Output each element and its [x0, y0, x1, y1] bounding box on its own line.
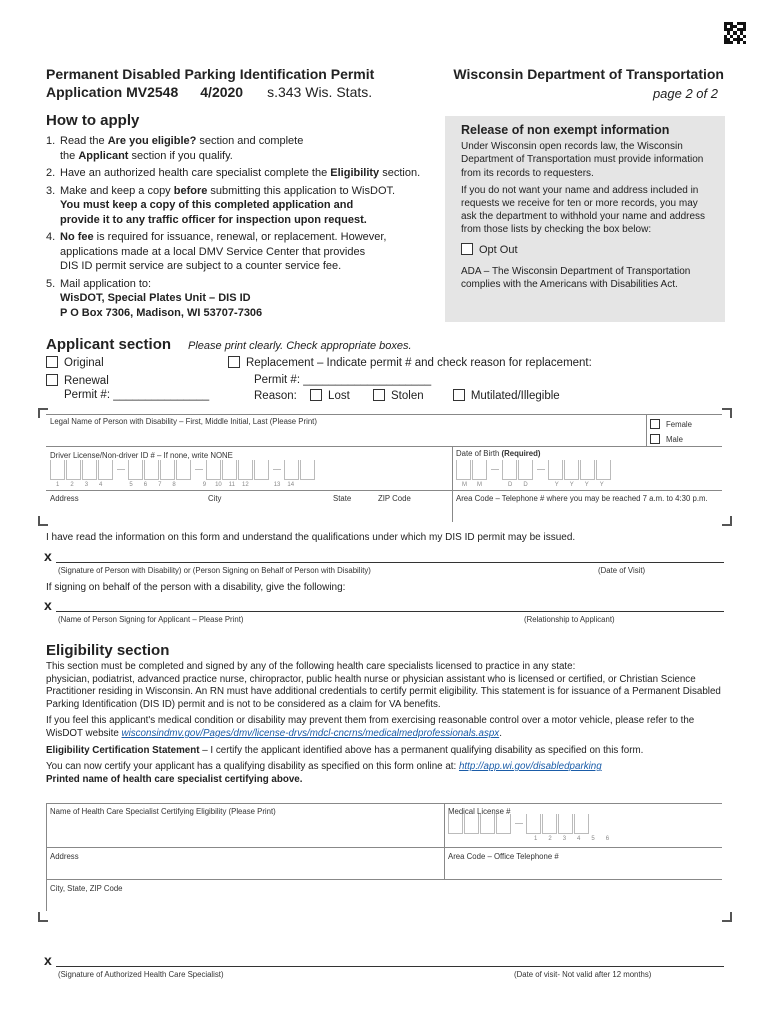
replacement-permit-field[interactable]: Permit #: ____________________: [254, 374, 432, 386]
form-number: [46, 84, 372, 100]
form-corner: [38, 912, 48, 922]
digit-box[interactable]: [82, 460, 97, 480]
digit-number: 13: [273, 482, 281, 488]
digit-letter: M: [477, 482, 482, 488]
digit-box[interactable]: [596, 460, 611, 480]
female-label: Female: [666, 420, 692, 429]
digit-box[interactable]: [548, 460, 563, 480]
digit-box[interactable]: [564, 460, 579, 480]
grid-line: [46, 414, 722, 415]
digit-box[interactable]: [176, 460, 191, 480]
how-to-apply-steps: [46, 134, 441, 323]
step-1: [46, 134, 441, 163]
step-number: 1.: [46, 135, 56, 147]
opt-out-row: [461, 243, 709, 257]
step-number: 4.: [46, 231, 56, 243]
digit-box[interactable]: [448, 814, 463, 834]
dash: [273, 469, 281, 470]
digit-box[interactable]: [160, 460, 175, 480]
eligibility-heading: Eligibility section: [46, 642, 170, 659]
lost-checkbox[interactable]: [310, 389, 322, 401]
step-2: [46, 166, 441, 181]
replacement-option: [228, 356, 592, 369]
replacement-label: Replacement – Indicate permit # and check reason for replacement:: [246, 357, 592, 369]
digit-number: 9: [202, 482, 207, 488]
step-text: DIS ID permit service are subject to a counter service fee.: [60, 260, 342, 272]
digit-letter: M: [462, 482, 467, 488]
digit-box[interactable]: [558, 814, 573, 834]
dl-digit-numbers: [56, 482, 356, 488]
behalf-name-label: (Name of Person Signing for Applicant – Please Print): [58, 615, 244, 624]
digit-number: 6: [143, 482, 148, 488]
hcs-city-label: City, State, ZIP Code: [50, 884, 123, 893]
phone-label: Area Code – Telephone # where you may be reached 7 a.m. to 4:30 p.m.: [456, 494, 708, 503]
driver-license-digits[interactable]: [50, 460, 316, 483]
digit-number: 4: [577, 836, 581, 842]
digit-box[interactable]: [206, 460, 221, 480]
digit-letter: Y: [554, 482, 559, 488]
license-digit-numbers: [534, 836, 609, 842]
digit-letter: Y: [584, 482, 589, 488]
digit-box[interactable]: [480, 814, 495, 834]
digit-box[interactable]: [526, 814, 541, 834]
digit-number: 6: [605, 836, 610, 842]
digit-number: 1: [534, 836, 538, 842]
reason-label: Reason:: [254, 390, 297, 402]
digit-number: 3: [562, 836, 567, 842]
behalf-x: x: [44, 597, 52, 613]
hcs-date-label: (Date of visit- Not valid after 12 months): [514, 970, 652, 979]
grid-line: [444, 803, 445, 879]
digit-number: 5: [591, 836, 595, 842]
behalf-relationship-label: (Relationship to Applicant): [524, 615, 615, 624]
digit-number: 8: [172, 482, 176, 488]
dash: [195, 469, 203, 470]
digit-box[interactable]: [574, 814, 589, 834]
digit-box[interactable]: [98, 460, 113, 480]
original-option: [46, 356, 104, 369]
certification-statement: [46, 745, 726, 758]
male-label: Male: [666, 435, 683, 444]
digit-box[interactable]: [128, 460, 143, 480]
online-certify-link[interactable]: http://app.wi.gov/disabledparking: [458, 761, 602, 773]
grid-line: [452, 446, 453, 490]
male-option: [650, 434, 683, 444]
step-bold: No fee: [60, 231, 94, 243]
step-number: 2.: [46, 167, 56, 179]
form-corner: [38, 516, 48, 526]
stolen-label: Stolen: [391, 390, 424, 402]
eligibility-text: [46, 661, 726, 786]
step-text: submitting this application to WisDOT.: [207, 184, 396, 197]
grid-line: [46, 879, 722, 880]
female-checkbox[interactable]: [650, 419, 660, 429]
digit-box[interactable]: [222, 460, 237, 480]
online-certify-text: You can now certify your applicant has a qualifying disability as specified on this form online at:: [46, 761, 459, 773]
form-corner: [38, 408, 48, 418]
form-date: 4/2020: [200, 84, 244, 100]
dob-digit-letters: [462, 482, 662, 488]
digit-number: 2: [548, 836, 552, 842]
wisdmv-link[interactable]: wisconsindmv.gov/Pages/dmv/license-drvs/mdcl-cncrns/medicalmedprofessionals.aspx: [121, 727, 500, 739]
step-bold: P O Box 7306, Madison, WI 53707-7306: [60, 306, 263, 319]
step-text: Have an authorized health care specialist complete the: [60, 167, 331, 179]
dash: [117, 469, 125, 470]
applicant-note: Please print clearly. Check appropriate boxes.: [188, 340, 412, 352]
form-corner: [722, 408, 732, 418]
digit-box[interactable]: [518, 460, 533, 480]
renewal-label: Renewal: [64, 375, 109, 387]
digit-box[interactable]: [496, 814, 511, 834]
applicant-signature-line[interactable]: [56, 562, 724, 563]
step-text: section if you qualify.: [128, 149, 233, 162]
male-checkbox[interactable]: [650, 434, 660, 444]
lost-label: Lost: [328, 390, 350, 402]
mutilated-checkbox[interactable]: [453, 389, 465, 401]
step-bold: Are you eligible?: [107, 135, 197, 147]
digit-number: 2: [70, 482, 74, 488]
state-label: State: [333, 494, 352, 503]
applicant-signature-label: (Signature of Person with Disability) or (Person Signing on Behalf of Person with Disability): [58, 566, 371, 575]
date-of-visit-label: (Date of Visit): [598, 566, 646, 575]
department-name: Wisconsin Department of Transportation: [453, 66, 724, 82]
legal-name-label: Legal Name of Person with Disability – First, Middle Initial, Last (Please Print): [50, 417, 317, 426]
grid-line: [46, 446, 722, 447]
license-label: Medical License #: [448, 807, 511, 816]
online-certify: [46, 761, 726, 774]
eligibility-intro: This section must be completed and signed by any of the following health care specialists licensed to practice in any state:: [46, 661, 576, 672]
certification-text: – I certify the applicant identified above has a permanent qualifying disability as specified on this form.: [199, 744, 644, 756]
digit-number: 14: [287, 482, 295, 488]
address-label: Address: [50, 494, 79, 503]
female-option: [650, 419, 692, 429]
ada-statement: ADA – The Wisconsin Department of Transportation complies with the Americans with Disabilities Act.: [461, 265, 691, 291]
digit-box[interactable]: [472, 460, 487, 480]
form-id: Application MV2548: [46, 84, 179, 100]
release-info-box: [445, 116, 725, 322]
signature-x: x: [44, 548, 52, 564]
license-digits[interactable]: [448, 814, 590, 837]
dob-label: Date of Birth: [456, 449, 500, 458]
medical-note-end: .: [499, 727, 502, 739]
original-checkbox[interactable]: [46, 356, 58, 368]
renewal-option: [46, 374, 109, 387]
dob-label-row: [456, 449, 541, 458]
digit-box[interactable]: [50, 460, 65, 480]
eligibility-medical-note: [46, 715, 726, 740]
step-number: 3.: [46, 184, 56, 197]
form-title: Permanent Disabled Parking Identification Permit: [46, 66, 375, 82]
step-text: the: [60, 149, 79, 162]
page-number: page 2 of 2: [652, 86, 718, 101]
digit-box[interactable]: [284, 460, 299, 480]
release-paragraph-2: If you do not want your name and address included in requests we receive for ten or more records, you may ask the department to withhold your name and address from those lists by checking the box below:: [461, 184, 706, 236]
eligibility-specialists: physician, podiatrist, advanced practice nurse, chiropractor, public health nurse or physician assistant who is licensed or certified, or Christian Science Practitioner residing in Wisconsin. An RN must have additional credentials to certify permit eligibility. This statement is for issuance of a Permanent Disabled Parking Identification (DIS ID) permit and is not to be considered as a claim for VA benefits.: [46, 673, 721, 710]
dob-digits[interactable]: [456, 460, 612, 483]
release-heading: Release of non exempt information: [461, 123, 670, 137]
digit-number: 5: [129, 482, 133, 488]
digit-letter: Y: [569, 482, 574, 488]
step-bold: WisDOT, Special Plates Unit – DIS ID: [60, 292, 251, 304]
step-text: Read the: [60, 135, 108, 147]
dash: [491, 469, 499, 470]
digit-box[interactable]: [502, 460, 517, 480]
original-label: Original: [64, 357, 104, 369]
dash: [537, 469, 545, 470]
qr-code: [724, 22, 746, 44]
grid-line: [646, 414, 647, 446]
step-3: [46, 184, 441, 228]
digit-number: 3: [84, 482, 89, 488]
reason-row: [254, 389, 560, 402]
step-text: Make and keep a copy: [60, 184, 174, 197]
grid-line: [46, 803, 722, 804]
replacement-checkbox[interactable]: [228, 356, 240, 368]
hcs-signature-x: x: [44, 952, 52, 968]
release-paragraph-1: Under Wisconsin open records law, the Wisconsin Department of Transportation must provide information from its records to requesters.: [461, 141, 704, 179]
step-bold: provide it to any traffic officer for inspection upon request.: [60, 213, 367, 226]
step-bold: Applicant: [78, 149, 129, 162]
digit-number: 7: [158, 482, 162, 488]
digit-box[interactable]: [238, 460, 253, 480]
step-text: applications made at a local DMV Service Center that provides: [60, 245, 366, 258]
hcs-signature-label: (Signature of Authorized Health Care Specialist): [58, 970, 224, 979]
driver-license-label: Driver License/Non-driver ID # – If none, write NONE: [50, 451, 233, 460]
digit-number: 12: [242, 482, 249, 488]
dash: [515, 823, 523, 824]
digit-box[interactable]: [542, 814, 557, 834]
grid-line: [46, 803, 47, 911]
digit-box[interactable]: [300, 460, 315, 480]
digit-box[interactable]: [580, 460, 595, 480]
opt-out-checkbox[interactable]: [461, 243, 473, 255]
step-bold: Eligibility: [330, 167, 380, 179]
digit-box[interactable]: [254, 460, 269, 480]
digit-letter: D: [508, 482, 513, 488]
step-number: 5.: [46, 277, 56, 290]
step-text: is required for issuance, renewal, or replacement. However,: [93, 231, 387, 243]
opt-out-label: Opt Out: [479, 243, 518, 256]
digit-box[interactable]: [66, 460, 81, 480]
step-4: [46, 230, 441, 274]
digit-number: 4: [99, 482, 103, 488]
behalf-text: If signing on behalf of the person with a disability, give the following:: [46, 582, 346, 593]
behalf-name-line[interactable]: [56, 611, 724, 612]
printed-name-heading: Printed name of health care specialist certifying above.: [46, 773, 303, 785]
stolen-checkbox[interactable]: [373, 389, 385, 401]
step-bold: You must keep a copy of this completed application and: [60, 199, 354, 211]
certification-bold: Eligibility Certification Statement: [46, 744, 200, 756]
step-text: section.: [379, 167, 421, 179]
digit-number: 11: [228, 482, 236, 488]
form-corner: [722, 516, 732, 526]
zip-label: ZIP Code: [378, 494, 411, 503]
step-text: section and complete: [196, 135, 304, 147]
medical-note-text: If you feel this applicant's medical condition or disability may prevent them from exercising reasonable control over a motor vehicle, please refer to the WisDOT website: [46, 715, 695, 739]
digit-box[interactable]: [456, 460, 471, 480]
step-5: [46, 277, 441, 321]
mutilated-label: Mutilated/Illegible: [470, 390, 560, 402]
hcs-address-label: Address: [50, 852, 79, 861]
city-label: City: [208, 494, 222, 503]
applicant-section-heading: Applicant section: [46, 336, 172, 353]
hcs-name-label: Name of Health Care Specialist Certifying Eligibility (Please Print): [50, 807, 276, 816]
step-bold: before: [173, 184, 208, 197]
form-corner: [722, 912, 732, 922]
grid-line: [46, 847, 722, 848]
renewal-permit-field[interactable]: Permit #: _______________: [64, 389, 210, 401]
step-text: Mail application to:: [60, 277, 152, 290]
grid-line: [46, 490, 722, 491]
office-phone-label: Area Code – Office Telephone #: [448, 852, 559, 861]
grid-line: [452, 490, 453, 522]
certify-text: I have read the information on this form and understand the qualifications under which my DIS ID permit may be issued.: [46, 532, 576, 543]
how-to-apply-heading: How to apply: [46, 112, 140, 129]
digit-letter: Y: [599, 482, 604, 488]
digit-box[interactable]: [464, 814, 479, 834]
dob-required: (Required): [501, 449, 541, 458]
digit-letter: D: [523, 482, 528, 488]
digit-number: 10: [215, 482, 222, 488]
digit-number: 1: [56, 482, 60, 488]
renewal-checkbox[interactable]: [46, 374, 58, 386]
hcs-signature-line[interactable]: [56, 966, 724, 967]
digit-box[interactable]: [144, 460, 159, 480]
statute: s.343 Wis. Stats.: [267, 84, 373, 100]
